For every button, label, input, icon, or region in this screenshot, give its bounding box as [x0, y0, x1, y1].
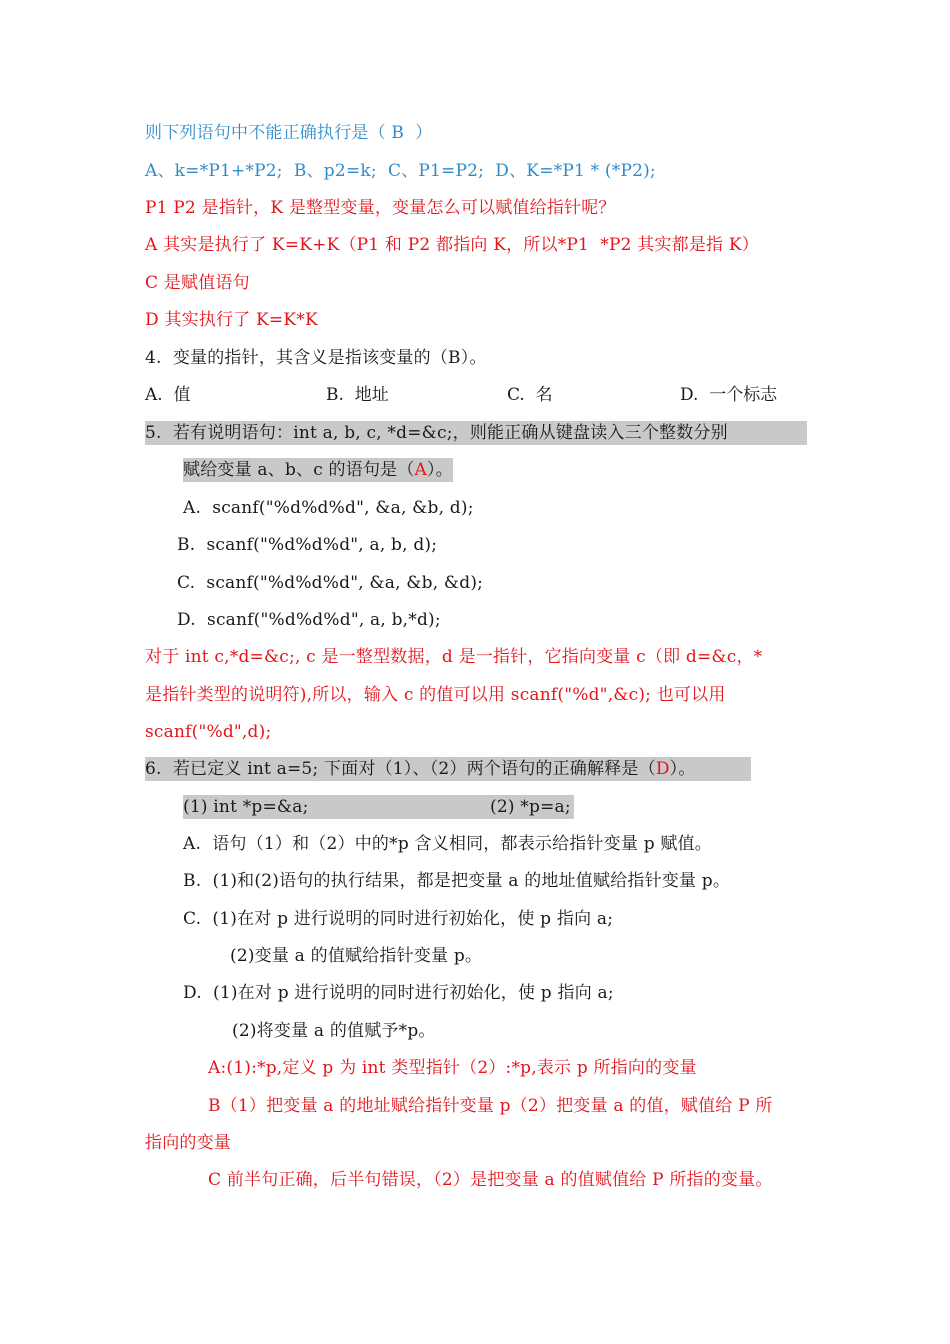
q4-option-a: A. 值 [145, 385, 191, 405]
q5-explanation-2: 是指针类型的说明符),所以，输入 c 的值可以用 scanf("%d",&c); 也可以用 [145, 685, 726, 705]
q6-option-d-line-1: D. (1)在对 p 进行说明的同时进行初始化，使 p 指向 a; [183, 983, 614, 1003]
q5-answer: A [414, 460, 428, 480]
q3-explanation-3: C 是赋值语句 [145, 273, 250, 293]
q5-option-a: A. scanf("%d%d%d", &a, &b, d); [183, 498, 474, 518]
q3-explanation-4: D 其实执行了 K=K*K [145, 310, 318, 330]
q6-option-b: B. (1)和(2)语句的执行结果，都是把变量 a 的地址值赋给指针变量 p。 [183, 871, 731, 891]
q4-option-c: C. 名 [507, 385, 553, 405]
q6-explanation-3: 指向的变量 [145, 1133, 231, 1153]
q6-option-d-line-2: (2)将变量 a 的值赋予*p。 [232, 1021, 436, 1041]
q4-stem: 4. 变量的指针，其含义是指该变量的（B）。 [145, 348, 487, 368]
q5-option-c: C. scanf("%d%d%d", &a, &b, &d); [177, 573, 484, 593]
q5-explanation-3: scanf("%d",d); [145, 722, 272, 742]
q5-stem-end: ）。 [427, 460, 453, 480]
q5-explanation-1: 对于 int c,*d=&c;, c 是一整型数据，d 是一指针，它指向变量 c（即 d=&c，* [145, 647, 763, 667]
q3-options: A、k=*P1+*P2; B、p2=k; C、P1=P2; D、K=*P1 * (*P2); [145, 161, 656, 181]
q6-explanation-2: B（1）把变量 a 的地址赋给指针变量 p（2）把变量 a 的值，赋值给 P 所 [208, 1096, 773, 1116]
q6-stem-end: ）。 [669, 759, 696, 779]
q4-option-b: B. 地址 [326, 385, 389, 405]
q6-stem-text: 6. 若已定义 int a=5; 下面对（1）、（2）两个语句的正确解释是（ [145, 759, 656, 779]
q4-option-d: D. 一个标志 [680, 385, 778, 405]
q6-stem [145, 757, 751, 781]
q6-option-a: A. 语句（1）和（2）中的*p 含义相同，都表示给指针变量 p 赋值。 [183, 834, 712, 854]
q6-explanation-4: C 前半句正确，后半句错误，（2）是把变量 a 的值赋值给 P 所指的变量。 [208, 1170, 773, 1190]
q5-option-d: D. scanf("%d%d%d", a, b,*d); [177, 610, 441, 630]
q6-statement-2: (2) *p=a; [490, 797, 571, 817]
q6-option-c-line-1: C. (1)在对 p 进行说明的同时进行初始化，使 p 指向 a; [183, 909, 614, 929]
q5-stem-line-2 [183, 458, 453, 482]
q5-stem-text: 赋给变量 a、b、c 的语句是（ [183, 460, 415, 480]
q6-explanation-1: A:(1):*p,定义 p 为 int 类型指针（2）:*p,表示 p 所指向的变量 [208, 1058, 697, 1078]
q6-answer: D [655, 759, 670, 779]
q3-stem: 则下列语句中不能正确执行是（ B ） [145, 123, 433, 143]
q5-option-b: B. scanf("%d%d%d", a, b, d); [177, 535, 438, 555]
q5-stem-line-1: 5. 若有说明语句：int a, b, c, *d=&c;，则能正确从键盘读入三个整数分别 [145, 421, 807, 445]
q6-option-c-line-2: (2)变量 a 的值赋给指针变量 p。 [230, 946, 483, 966]
q6-statements [183, 795, 574, 819]
q3-explanation-2: A 其实是执行了 K=K+K（P1 和 P2 都指向 K，所以*P1 *P2 其实都是指 K） [145, 235, 759, 255]
q3-explanation-1: P1 P2 是指针，K 是整型变量，变量怎么可以赋值给指针呢？ [145, 198, 616, 218]
q6-statement-1: (1) int *p=&a; [183, 797, 309, 817]
